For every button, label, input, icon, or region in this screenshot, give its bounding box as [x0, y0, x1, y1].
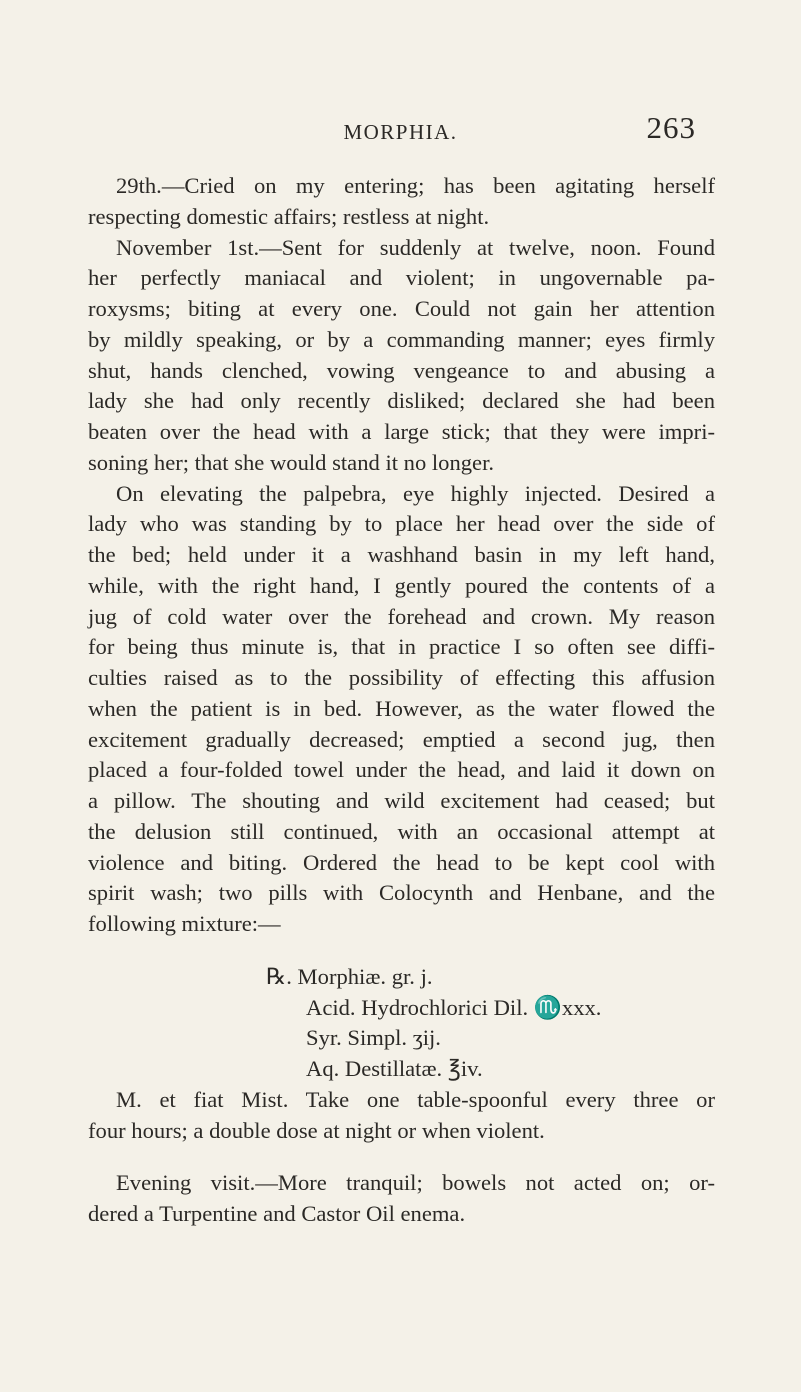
- text-line: four hours; a double dose at night or when violent.: [88, 1117, 545, 1143]
- text-line: 29th.—Cried on my entering; has been agitating herself: [116, 173, 715, 198]
- text-line: excitement gradually decreased; emptied a second jug, then: [88, 726, 715, 752]
- text-line: the bed; held under it a washhand basin in my left hand,: [88, 542, 715, 567]
- text-line: spirit wash; two pills with Colocynth and Henbane, and the: [88, 880, 715, 906]
- paragraph-29th: [88, 171, 715, 233]
- spacer: [88, 1146, 715, 1168]
- text-line: M. et fiat Mist. Take one table-spoonful every three or: [116, 1086, 715, 1112]
- text-line: when the patient is in bed. However, as the water flowed the: [88, 695, 715, 721]
- text-line: November 1st.—Sent for suddenly at twelve, noon. Found: [116, 234, 715, 260]
- text-line: respecting domestic affairs; restless at night.: [88, 203, 490, 229]
- paragraph-evening-visit: [88, 1168, 715, 1230]
- text-line: jug of cold water over the forehead and crown. My reason: [88, 603, 715, 629]
- prescription-line: Syr. Simpl. ʒij.: [306, 1025, 441, 1051]
- text-line: a pillow. The shouting and wild excitement had ceased; but: [88, 788, 715, 813]
- text-line: lady she had only recently disliked; declared she had been: [88, 388, 715, 414]
- text-line: the delusion still continued, with an occasional attempt at: [88, 818, 715, 844]
- page-header: [0, 110, 801, 156]
- text-line: violence and biting. Ordered the head to be kept cool with: [88, 849, 715, 875]
- text-line: while, with the right hand, I gently poured the contents of a: [88, 572, 715, 598]
- text-line: lady who was standing by to place her head over the side of: [88, 511, 715, 537]
- paragraph-mixture-instructions: [88, 1085, 715, 1147]
- text-line: placed a four-folded towel under the head, and laid it down on: [88, 757, 715, 783]
- prescription-line: ℞. Morphiæ. gr. j.: [266, 963, 433, 989]
- text-line: shut, hands clenched, vowing vengeance to and abusing a: [88, 357, 715, 383]
- text-line: dered a Turpentine and Castor Oil enema.: [88, 1201, 466, 1226]
- text-line: soning her; that she would stand it no longer.: [88, 449, 495, 475]
- prescription-line: Acid. Hydrochlorici Dil. ♏xxx.: [306, 994, 602, 1020]
- body-text: [88, 171, 715, 1230]
- text-line: her perfectly maniacal and violent; in ungovernable pa-: [88, 265, 715, 291]
- text-line: by mildly speaking, or by a commanding manner; eyes firmly: [88, 326, 715, 352]
- paragraph-palpebra: [88, 479, 715, 940]
- paragraph-november-1st: [88, 233, 715, 479]
- page-number: 263: [646, 110, 696, 145]
- running-head: MORPHIA.: [343, 120, 458, 144]
- text-line: following mixture:—: [88, 911, 281, 936]
- text-line: On elevating the palpebra, eye highly injected. Desired a: [116, 480, 715, 506]
- text-line: culties raised as to the possibility of effecting this affusion: [88, 665, 715, 690]
- text-line: beaten over the head with a large stick; that they were impri-: [88, 419, 715, 444]
- text-line: roxysms; biting at every one. Could not gain her attention: [88, 296, 715, 321]
- text-line: for being thus minute is, that in practice I so often see diffi-: [88, 634, 715, 660]
- spacer: [88, 940, 715, 962]
- text-line: Evening visit.—More tranquil; bowels not acted on; or-: [116, 1170, 715, 1196]
- prescription-line: Aq. Destillatæ. ℥iv.: [306, 1056, 483, 1081]
- prescription: [88, 962, 715, 1085]
